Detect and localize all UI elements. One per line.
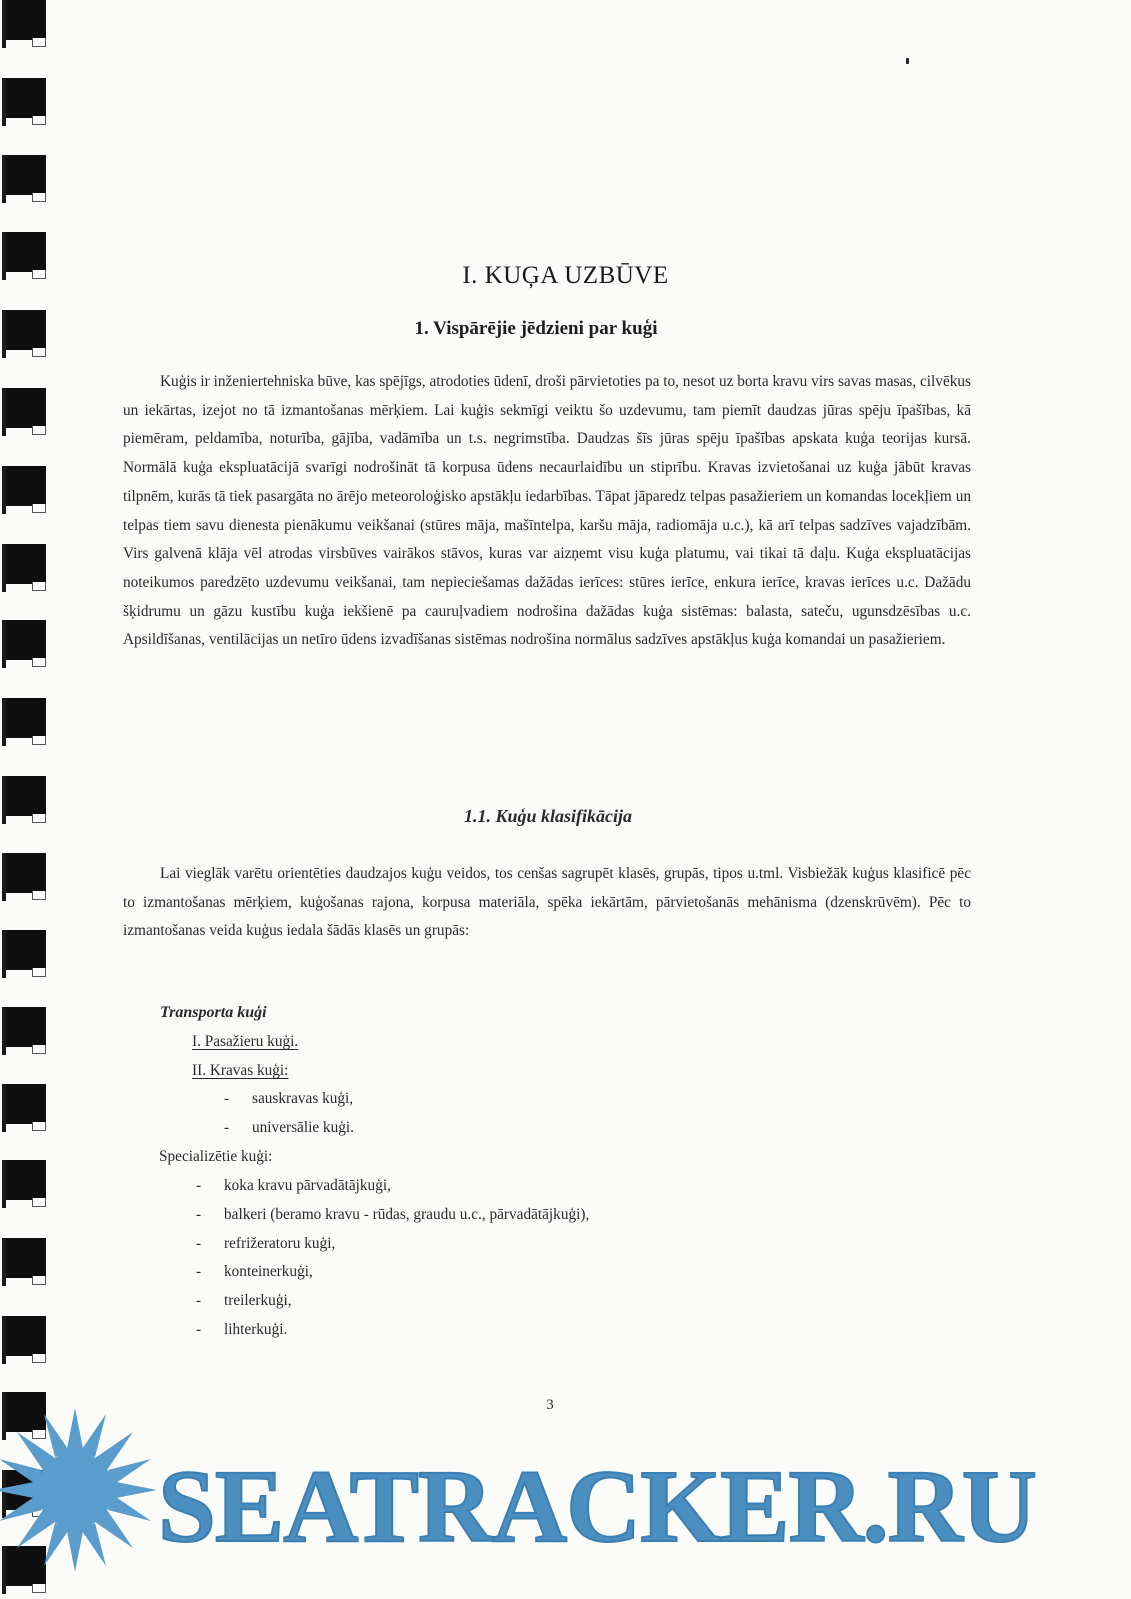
binding-hole [0,698,46,746]
binding-hole [0,930,46,978]
body-paragraph-2: Lai vieglāk varētu orientēties daudzajos kuģu veidos, tos cenšas sagrupēt klasēs, grupās, tipos u.tml. Visbiežāk kuģus klasificē pēc to izmantošanas mērķiem, kuģošanas rajona, korpusa materiāla, spēka iekārtām, pārvietošanās mehānisma (dzenskrūvēm). Pēc to izmantošanas veida kuģus iedala šādās klasēs un grupās: [123,865,971,940]
binding-hole [0,1238,46,1286]
binding-hole [0,466,46,514]
binding-hole [0,388,46,436]
list-item: - konteinerkuģi, [196,1263,313,1280]
binding-hole [0,1316,46,1364]
specialized-label: Specializētie kuģi: [159,1148,273,1165]
list-item: - refrižeratoru kuģi, [196,1235,336,1252]
spiral-binding [0,0,60,1599]
list-title: Transporta kuģi [160,1004,267,1021]
body-paragraph-1: Kuģis ir inženiertehniska būve, kas spējīgs, atrodoties ūdenī, droši pārvietoties pa to, nesot uz borta kravu virs savas masas, cilvēkus un iekārtas, izejot no tā izmantošanas mērķiem. Lai kuģis sekmīgi veiktu šo uzdevumu, tam piemīt daudzas jūras spēju īpašības, kā piemēram, peldamība, noturība, gājība, vadāmība un t.s. negrimstība. Daudzas šīs jūras spēju īpašības apskata kuģa teorijas kursā. Normālā kuģa ekspluatācijā svarīgi nodrošināt tā korpusa ūdens necaurlaidību un stiprību. Kravas izvietošanai uz kuģa jābūt kravas tilpnēm, kurās tā tiek pasargāta no ārējo meteoroloģisko apstākļu iedarbības. Tāpat jāparedz telpas pasažieriem un komandas locekļiem un telpas tiem savu dienesta pienākumu veikšanai (stūres māja, mašīntelpa, karšu māja, radiomāja u.c.), kā arī telpas sadzīves vajadzībām. Virs galvenā klāja vēl atrodas virsbūves vairākos stāvos, kuras var aizņemt visu kuģa platumu, vai tikai tā daļu. Kuģa ekspluatācijas noteikumos paredzēto uzdevumu veikšanai, tam nepieciešamas dažādas ierīces: stūres ierīce, enkura ierīce, kravas ierīces u.c. Dažādu šķidrumu un gāzu kustību kuģa iekšienē pa cauruļvadiem nodrošina dažādas kuģa sistēmas: balasta, sateču, ugunsdzēsības u.c. Apsildīšanas, ventilācijas un netīro ūdens izvadīšanas sistēmas nodrošina normālus sadzīves apstākļus kuģa komandai un pasažieriem. [123,373,971,649]
binding-hole [0,853,46,901]
subsection-title: 1.1. Kuģu klasifikācija [463,806,633,826]
group-1-heading: I. Pasažieru kuģi. [192,1033,299,1050]
section-title: 1. Vispārējie jēdzieni par kuģi [414,318,658,339]
list-item: - treilerkuģi, [196,1292,292,1309]
page-number: 3 [546,1397,554,1413]
binding-hole [0,620,46,668]
list-item: - balkeri (beramo kravu - rūdas, graudu u.c., pārvadātājkuģi), [196,1206,590,1223]
chapter-title: I. KUĢA UZBŪVE [462,262,669,289]
binding-hole [0,1084,46,1132]
scan-speck [906,58,909,64]
watermark-text: SEATRACKER.RU [158,1449,1036,1564]
binding-hole [0,155,46,203]
binding-hole [0,78,46,126]
list-item: - lihterkuģi. [196,1321,288,1338]
list-item: - universālie kuģi. [224,1119,354,1136]
binding-hole [0,1160,46,1208]
binding-hole [0,0,46,48]
list-item: - sauskravas kuģi, [224,1090,354,1107]
binding-hole [0,1007,46,1055]
binding-hole [0,544,46,592]
group-2-heading: II. Kravas kuģi: [192,1062,289,1079]
list-item: - koka kravu pārvadātājkuģi, [196,1177,391,1194]
